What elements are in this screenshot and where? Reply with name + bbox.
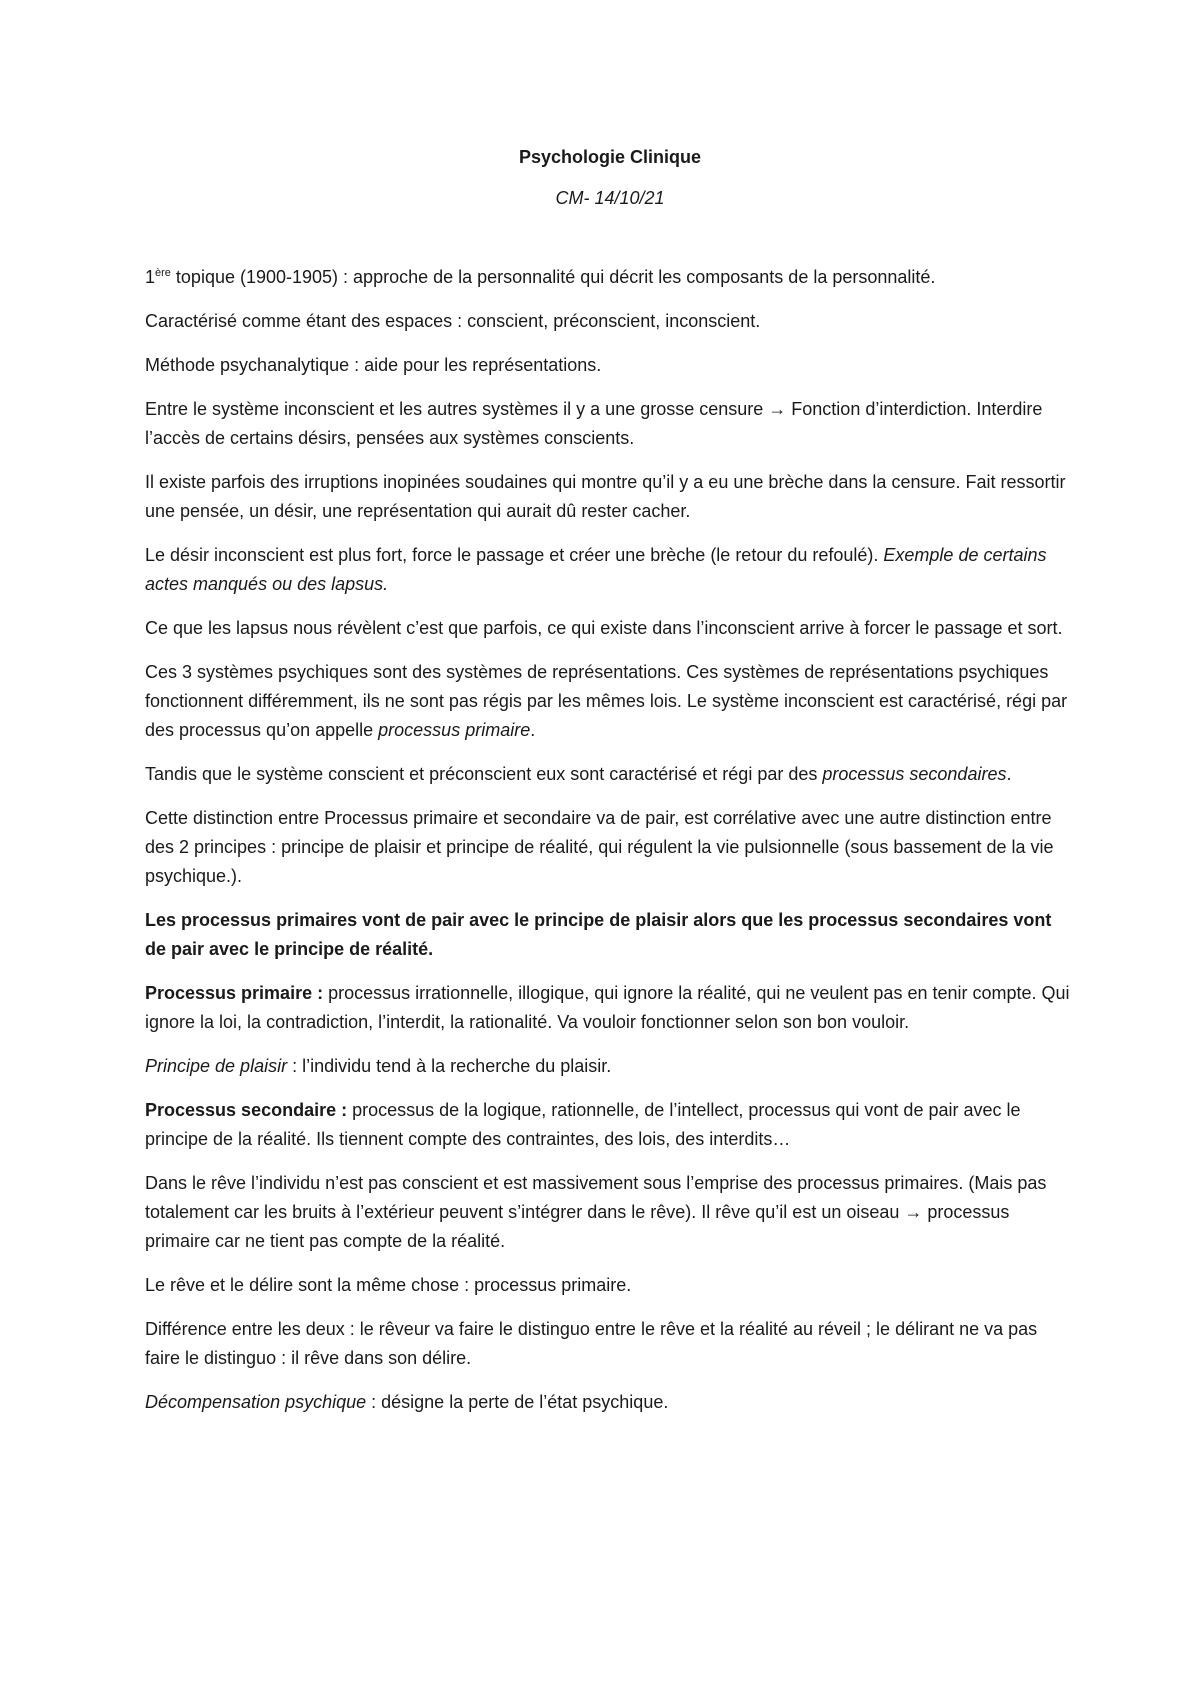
paragraph-end: . (530, 720, 536, 740)
paragraph-censure: Entre le système inconscient et les autres systèmes il y a une grosse censure → Fonction d’interdiction. Interdire l’accès de certains désirs, pensées aux systèmes conscients. (145, 399, 1043, 448)
paragraph-distinction: Cette distinction entre Processus primaire et secondaire va de pair, est corrélative avec une autre distinction entre des 2 principes : principe de plaisir et principe de réalité, qui régulent la vie pulsionnelle (sous bassement de la vie psychique.). (145, 808, 1054, 886)
paragraph-text: processus irrationnelle, illogique, qui ignore la réalité, qui ne veulent pas en tenir compte. Qui ignore la loi, la contradiction, l’interdit, la rationalité. Va vouloir fonctionner selon son bon vouloir. (145, 983, 1070, 1032)
paragraph-espaces: Caractérisé comme étant des espaces : conscient, préconscient, inconscient. (145, 311, 761, 331)
paragraph-desir-inconscient (145, 541, 1075, 599)
paragraph-processus-secondaire (145, 1096, 1075, 1154)
paragraph-italic: Décompensation psychique (145, 1392, 367, 1412)
paragraph-text: Le désir inconscient est plus fort, force le passage et créer une brèche (le retour du refoulé). (145, 545, 884, 565)
paragraph-principes-bold: Les processus primaires vont de pair avec le principe de plaisir alors que les processus secondaires vont de pair avec le principe de réalité. (145, 910, 1052, 959)
paragraph-reve-delire: Le rêve et le délire sont la même chose : processus primaire. (145, 1275, 632, 1295)
paragraph-processus-primaire (145, 979, 1075, 1037)
paragraph-italic: processus primaire (378, 720, 531, 740)
paragraph-methode: Méthode psychanalytique : aide pour les représentations. (145, 355, 602, 375)
paragraph-topique (145, 263, 1075, 292)
paragraph-text: topique (1900-1905) : approche de la personnalité qui décrit les composants de la personnalité. (170, 267, 936, 287)
paragraph-text: processus de la logique, rationnelle, de l’intellect, processus qui vont de pair avec le principe de la réalité. Ils tiennent compte des contraintes, des lois, des interdits… (145, 1100, 1021, 1149)
paragraph-conscient (145, 760, 1075, 789)
paragraph-text: Tandis que le système conscient et préconscient eux sont caractérisé et régi par des (145, 764, 823, 784)
document-subtitle: CM- 14/10/21 (555, 188, 665, 208)
paragraph-text: Ces 3 systèmes psychiques sont des systèmes de représentations. Ces systèmes de représentations psychiques fonctionnent différemment, ils ne sont pas régis par les mêmes lois. Le système inconscient est caractérisé, régi par des processus qu’on appelle (145, 662, 1068, 740)
paragraph-end: . (1006, 764, 1012, 784)
paragraph-text: : l’individu tend à la recherche du plaisir. (287, 1056, 612, 1076)
document-title: Psychologie Clinique (518, 147, 702, 167)
paragraph-principe-plaisir (145, 1052, 1075, 1081)
paragraph-text: : désigne la perte de l’état psychique. (366, 1392, 669, 1412)
paragraph-italic: Exemple de certains actes manqués ou des lapsus. (145, 545, 1047, 594)
document-page (145, 143, 1075, 1432)
paragraph-italic: Principe de plaisir (145, 1056, 288, 1076)
paragraph-bold: Processus secondaire : (145, 1100, 348, 1120)
paragraph-bold: Processus primaire : (145, 983, 324, 1003)
paragraph-superscript: ère (155, 267, 171, 279)
paragraph-decompensation (145, 1388, 1075, 1417)
paragraph-lapsus: Ce que les lapsus nous révèlent c’est que parfois, ce qui existe dans l’inconscient arrive à forcer le passage et sort. (145, 618, 1063, 638)
paragraph-irruptions: Il existe parfois des irruptions inopinées soudaines qui montre qu’il y a eu une brèche dans la censure. Fait ressortir une pensée, un désir, une représentation qui aurait dû rester cacher. (145, 472, 1066, 521)
paragraph-systemes (145, 658, 1075, 745)
paragraph-prefix: 1 (145, 267, 156, 287)
paragraph-reve: Dans le rêve l’individu n’est pas conscient et est massivement sous l’emprise des processus primaires. (Mais pas totalement car les bruits à l’extérieur peuvent s’intégrer dans le rêve). Il rêve qu’il est un oiseau → processus primaire car ne tient pas compte de la réalité. (145, 1173, 1047, 1251)
paragraph-difference: Différence entre les deux : le rêveur va faire le distinguo entre le rêve et la réalité au réveil ; le délirant ne va pas faire le distinguo : il rêve dans son délire. (145, 1319, 1038, 1368)
paragraph-italic: processus secondaires (822, 764, 1007, 784)
